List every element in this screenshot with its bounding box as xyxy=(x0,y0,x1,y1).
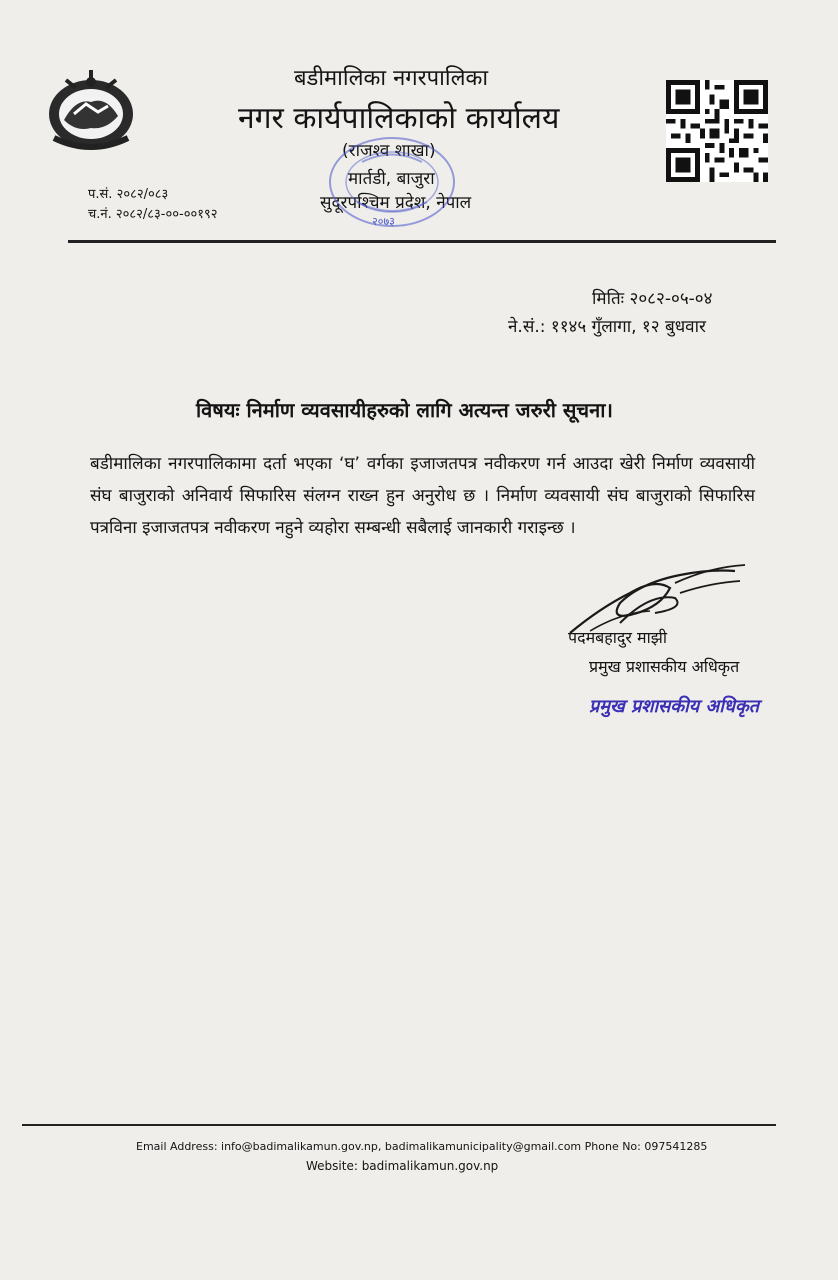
footer-website: Website: badimalikamun.gov.np xyxy=(306,1159,499,1173)
dispatch-number: च.नं. २०८२/८३-००-००१९२ xyxy=(88,207,218,222)
signatory-name: पदमबहादुर माझी xyxy=(568,628,668,647)
nepal-sambat-date: ने.सं.: ११४५ गुँलागा, १२ बुधवार xyxy=(508,317,706,337)
letter-date: मितिः २०८२-०५-०४ xyxy=(592,289,713,309)
office-name: नगर कार्यपालिकाको कार्यालय xyxy=(238,101,560,136)
office-location: मार्तडी, बाजुरा xyxy=(348,169,435,189)
header-divider xyxy=(68,240,776,243)
designation-stamp: प्रमुख प्रशासकीय अधिकृत xyxy=(589,696,760,717)
footer-divider xyxy=(22,1124,776,1126)
municipality-name: बडीमालिका नगरपालिका xyxy=(294,66,489,91)
branch-name: (राजश्व शाखा) xyxy=(342,141,436,161)
seal-year: २०७३ xyxy=(372,215,395,228)
reference-number: प.सं. २०८२/०८३ xyxy=(88,187,169,202)
notice-body: बडीमालिका नगरपालिकामा दर्ता भएका ‘घ’ वर्गका इजाजतपत्र नवीकरण गर्न आउदा खेरी निर्माण व्यवसायी संघ बाजुराको अनिवार्य सिफारिस संलग्न राख्न हुन अनुरोध छ । निर्माण व्यवसायी संघ बाजुराको सिफारिस पत्रविना इजाजतपत्र नवीकरण नहुने व्यहोरा सम्बन्धी सबैलाई जानकारी गराइन्छ । xyxy=(90,454,755,538)
footer-contact: Email Address: info@badimalikamun.gov.np, badimalikamunicipality@gmail.com Phone No: 097541285 xyxy=(136,1140,708,1153)
province-name: सुदूरपश्चिम प्रदेश, नेपाल xyxy=(320,193,472,213)
qr-code-icon xyxy=(666,80,768,182)
notice-subject: विषयः निर्माण व्यवसायीहरुको लागि अत्यन्त जरुरी सूचना। xyxy=(196,398,613,422)
nepal-emblem-icon xyxy=(46,68,136,152)
signatory-designation: प्रमुख प्रशासकीय अधिकृत xyxy=(589,657,740,676)
